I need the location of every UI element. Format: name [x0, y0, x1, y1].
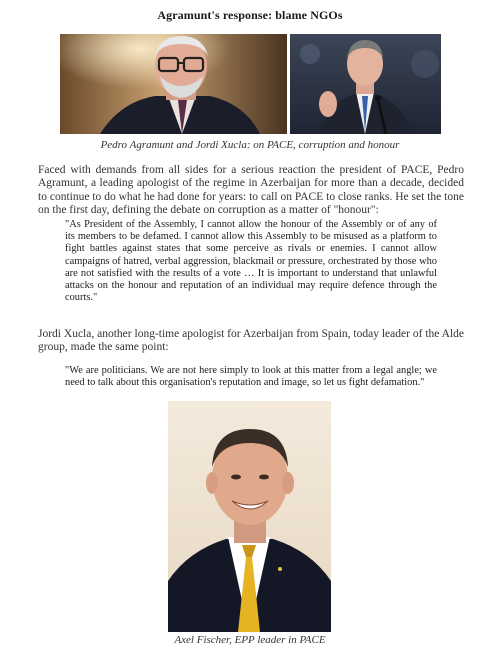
photo-caption-top: Pedro Agramunt and Jordi Xucla: on PACE, corruption and honour: [100, 139, 400, 151]
photo-caption-bottom: Axel Fischer, EPP leader in PACE: [174, 634, 326, 646]
quote-xucla: "We are politicians. We are not here simply to look at this matter from a legal angle; we need to talk about this organisation's reputation and image, so let us fight defamation.": [65, 365, 437, 389]
article-heading: Agramunt's response: blame NGOs: [157, 8, 343, 22]
photo-agramunt: [60, 34, 287, 134]
paragraph-intro: Faced with demands from all sides for a serious reaction the president of PACE, Pedro Agramunt, a leading apologist of the regime in Azerbaijan for more than a decade, decided to continue to do what he had done for years: to call on PACE to close ranks. He set the tone on the first day, defining the debate on corruption as a matter of "honour":: [38, 164, 464, 217]
photo-xucla: [290, 34, 441, 134]
paragraph-xucla: Jordi Xucla, another long-time apologist for Azerbaijan from Spain, today leader of the Alde group, made the same point:: [38, 328, 464, 354]
quote-agramunt: "As President of the Assembly, I cannot allow the honour of the Assembly or of any of its members to be defamed. I cannot allow this Assembly to be misused as a platform to fight battles against states that some perceive as rivals or enemies. I cannot allow campaigns of hatred, verbal aggression, blackmail or pressure, orchestrated by those who are not satisfied with the results of a vote … It is important to understand that unlawful attacks on the honour and reputation of an individual may require defence through the courts.": [65, 219, 437, 304]
photo-fischer: [168, 401, 331, 632]
